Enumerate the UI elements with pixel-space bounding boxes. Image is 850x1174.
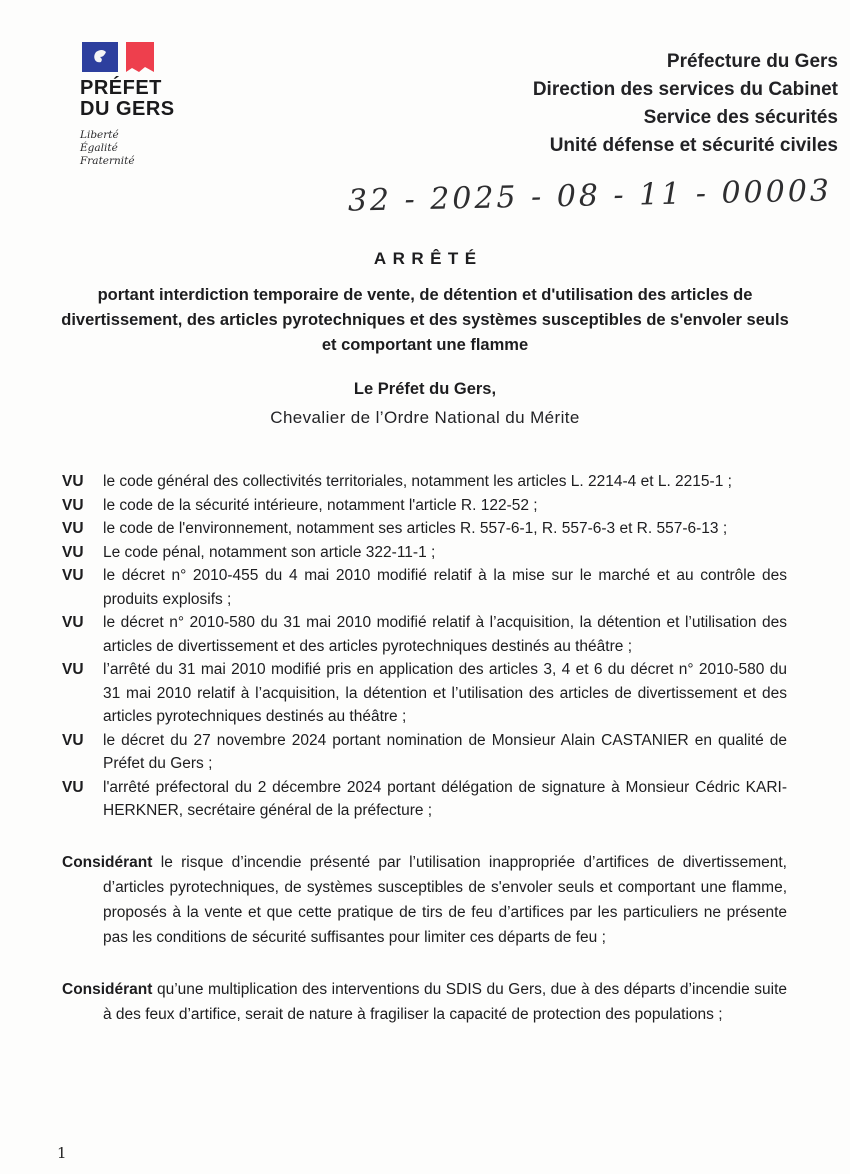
motto-egalite: Égalité bbox=[80, 142, 118, 154]
vu-item bbox=[62, 470, 787, 494]
document-subject: portant interdiction temporaire de vente, de détention et d'utilisation des articles de divertissement, des articles pyrotechniques et des systèmes susceptibles de s'envoler seuls et comportant une flamme bbox=[61, 286, 789, 354]
vu-label: VU bbox=[62, 520, 84, 537]
vu-label: VU bbox=[62, 778, 84, 796]
considerant-text: qu’une multiplication des interventions du SDIS du Gers, due à des départs d’incendie suite à des feux d’artifice, serait de nature à fragiliser la capacité de protection des populations ; bbox=[103, 980, 787, 1023]
vu-text: le décret n° 2010-580 du 31 mai 2010 modifié relatif à l’acquisition, la détention et l’utilisation des articles de divertissement et des articles pyrotechniques destinés au théâtre ; bbox=[103, 614, 787, 655]
vu-item bbox=[62, 776, 787, 823]
vu-label: VU bbox=[62, 543, 84, 561]
vu-label: VU bbox=[62, 731, 84, 749]
document-body bbox=[0, 470, 850, 1027]
vu-label: VU bbox=[62, 567, 84, 584]
vu-text: le code de l'environnement, notamment ses articles R. 557-6-1, R. 557-6-3 et R. 557-6-13 ; bbox=[103, 520, 728, 537]
issuer-name: Le Préfet du Gers, bbox=[353, 380, 497, 398]
document-title: ARRÊTÉ bbox=[373, 249, 483, 268]
vu-list bbox=[62, 470, 787, 823]
title-block bbox=[0, 249, 850, 428]
vu-label: VU bbox=[62, 496, 84, 514]
page-number: 1 bbox=[57, 1144, 67, 1162]
issuing-service-block bbox=[533, 42, 838, 160]
vu-text: l’arrêté du 31 mai 2010 modifié pris en application des articles 3, 4 et 6 du décret n° 2010-580 du 31 mai 2010 relatif à l’acquisition, la détention et l’utilisation des articles de divertissement et des articles pyrotechniques destinés au théâtre ; bbox=[103, 661, 787, 725]
logo-name-line2: DU GERS bbox=[80, 98, 175, 120]
considerant-lead: Considérant bbox=[62, 980, 153, 998]
vu-text: le décret n° 2010-455 du 4 mai 2010 modifié relatif à la mise sur le marché et au contrôle des produits explosifs ; bbox=[103, 567, 787, 608]
vu-text: Le code pénal, notamment son article 322-11-1 ; bbox=[103, 543, 436, 561]
prefecture-logo bbox=[80, 42, 260, 168]
vu-item bbox=[62, 541, 787, 565]
considerant-lead: Considérant bbox=[62, 853, 153, 871]
vu-text: le décret du 27 novembre 2024 portant nomination de Monsieur Alain CASTANIER en qualité de Préfet du Gers ; bbox=[103, 731, 787, 772]
vu-label: VU bbox=[62, 614, 84, 631]
header-line-service: Service des sécurités bbox=[643, 107, 838, 128]
vu-item bbox=[62, 494, 787, 518]
considerant-text: le risque d’incendie présenté par l’utilisation inappropriée d’artifices de divertissement, d’articles pyrotechniques, de systèmes susceptibles de s'envoler seuls et comportant une flamme, proposés à la vente et que cette pratique de tirs de feu d’artifices par les particuliers ne présente pas les conditions de sécurité suffisantes pour limiter ces départs de feu ; bbox=[103, 853, 787, 946]
considerant-paragraph bbox=[62, 977, 787, 1027]
vu-item bbox=[62, 564, 787, 611]
logo-motto bbox=[80, 129, 260, 168]
header-line-prefecture: Préfecture du Gers bbox=[666, 51, 838, 72]
considerant-paragraph bbox=[62, 850, 787, 950]
vu-label: VU bbox=[62, 661, 84, 678]
vu-text: l'arrêté préfectoral du 2 décembre 2024 portant délégation de signature à Monsieur Cédric KARI-HERKNER, secrétaire général de la préfecture ; bbox=[103, 778, 787, 819]
french-flag-icon bbox=[82, 42, 164, 74]
vu-text: le code de la sécurité intérieure, notamment l'article R. 122-52 ; bbox=[103, 496, 538, 514]
vu-label: VU bbox=[62, 473, 84, 490]
issuer-honorific: Chevalier de l’Ordre National du Mérite bbox=[270, 408, 580, 427]
vu-item bbox=[62, 658, 787, 729]
vu-item bbox=[62, 729, 787, 776]
header-line-unite: Unité défense et sécurité civiles bbox=[549, 135, 838, 156]
logo-name bbox=[80, 78, 260, 120]
logo-name-line1: PRÉFET bbox=[80, 77, 162, 99]
header-line-direction: Direction des services du Cabinet bbox=[532, 79, 838, 100]
motto-liberte: Liberté bbox=[80, 129, 119, 141]
handwritten-reference-number: 32 - 2025 - 08 - 11 - 00003 bbox=[347, 173, 833, 219]
vu-item bbox=[62, 611, 787, 658]
motto-fraternite: Fraternité bbox=[80, 155, 135, 167]
vu-text: le code général des collectivités territoriales, notamment les articles L. 2214-4 et L. 2215-1 ; bbox=[103, 473, 732, 490]
document-header bbox=[0, 0, 850, 168]
vu-item bbox=[62, 517, 787, 541]
